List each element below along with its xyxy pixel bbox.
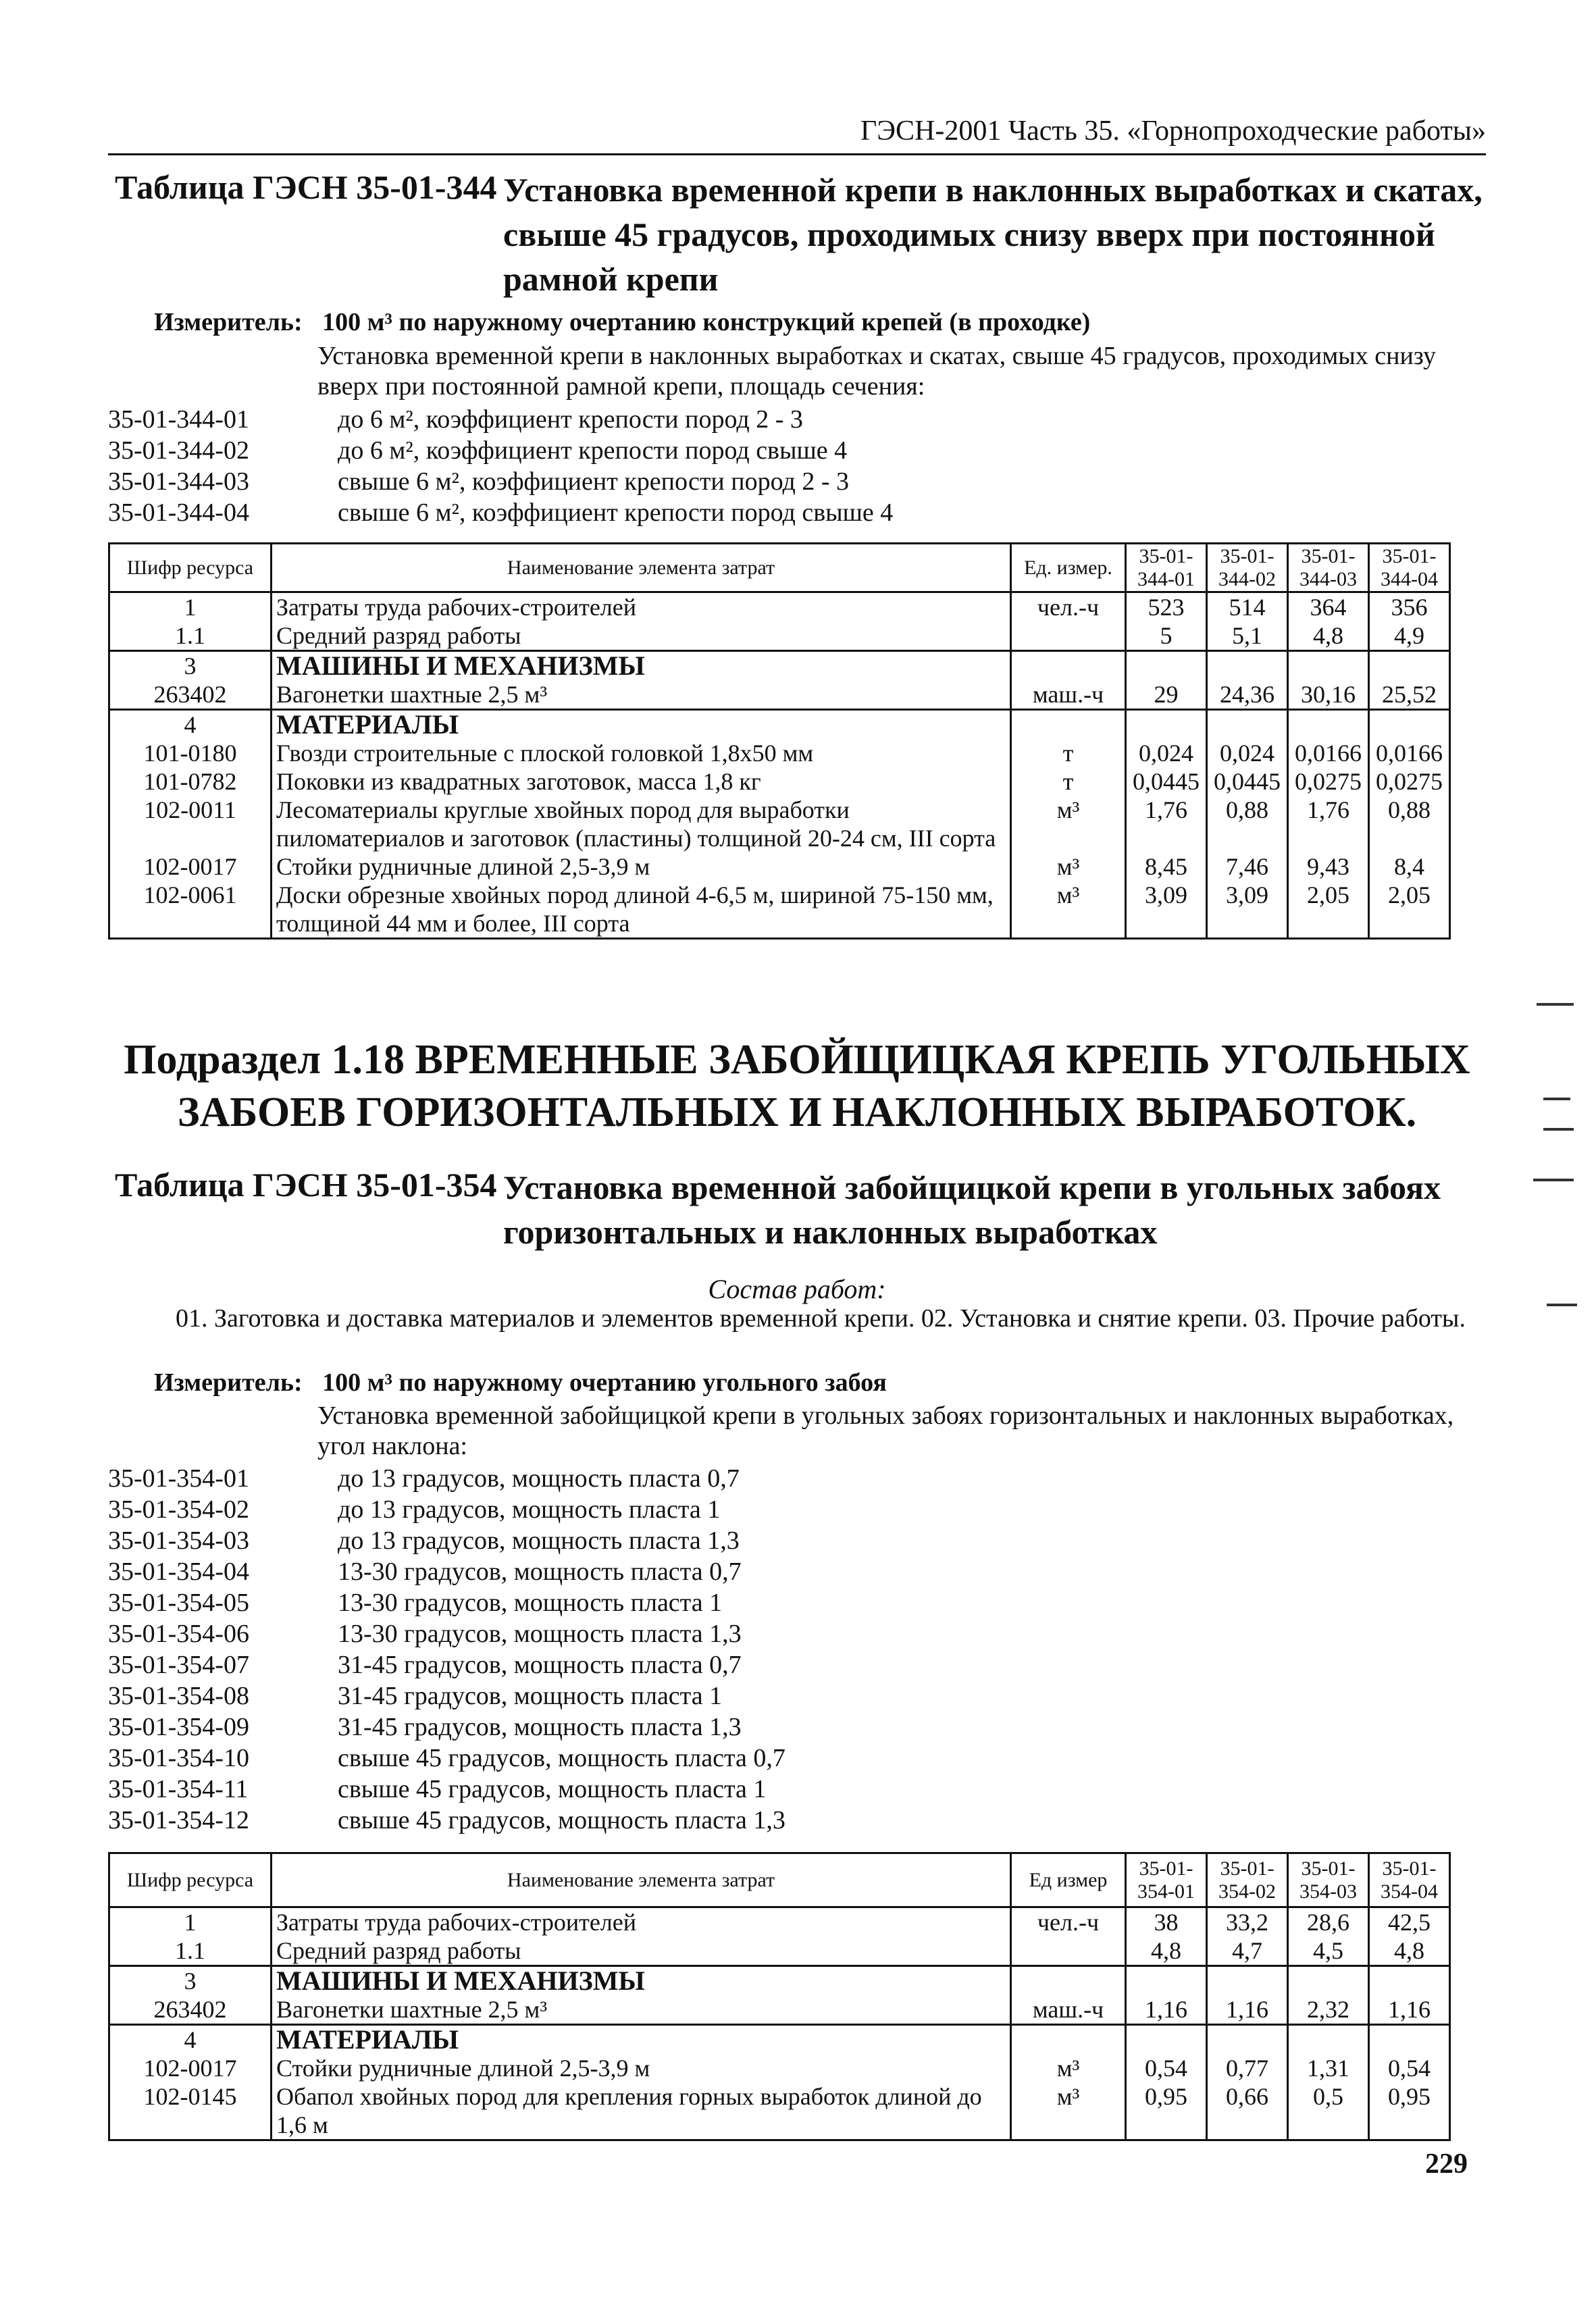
col-norm-header: 35-01-354-03 [1288,1853,1369,1907]
resource-code: 1 [109,1907,272,1937]
unit-cell: чел.-ч [1011,592,1126,622]
resource-code: 102-0061 [109,881,272,939]
table-row [109,852,1450,881]
resource-code: 4 [109,2025,272,2055]
unit-cell [1011,710,1126,740]
norm-description: 31-45 градусов, мощность пласта 0,7 [338,1651,742,1679]
code-list-item [108,1463,1486,1494]
meter-label: Измеритель: [154,1368,303,1397]
resource-code: 102-0017 [109,852,272,881]
norm-description: свыше 6 м², коэффициент крепости пород 2 - 3 [338,467,849,496]
norm-value: 514 [1207,592,1288,622]
cost-element-name: Вагонетки шахтные 2,5 м³ [272,1995,1011,2025]
resource-code: 101-0180 [109,739,272,767]
norm-code: 35-01-354-01 [108,1464,249,1493]
cost-element-name: Вагонетки шахтные 2,5 м³ [272,680,1011,710]
norm-value [1126,2025,1207,2055]
table1-code-list [108,404,1486,528]
header-rule [108,153,1486,155]
norm-value: 0,77 [1207,2054,1288,2082]
scan-artifact [1543,1128,1574,1131]
cost-element-name: МАТЕРИАЛЫ [272,2025,1011,2055]
meter-label: Измеритель: [154,308,303,336]
unit-cell [1011,651,1126,681]
norm-code: 35-01-354-05 [108,1589,249,1617]
norm-value: 3,09 [1126,881,1207,939]
norm-value: 1,76 [1288,796,1369,852]
norm-code: 35-01-344-03 [108,467,249,496]
unit-cell [1011,1936,1126,1966]
norm-description: до 13 градусов, мощность пласта 0,7 [338,1464,740,1493]
table2-title: Установка временной забойщицкой крепи в угольных забоях горизонтальных и наклонных выработках [503,1168,1441,1251]
unit-cell: маш.-ч [1011,680,1126,710]
unit-cell: м³ [1011,852,1126,881]
cost-element-name: МАШИНЫ И МЕХАНИЗМЫ [272,1966,1011,1996]
norm-value [1288,651,1369,681]
norm-code: 35-01-354-07 [108,1651,249,1679]
code-list-item [108,1743,1486,1774]
unit-cell: м³ [1011,881,1126,939]
table-row [109,1966,1450,1996]
table-row [109,1995,1450,2025]
table1-intro: Установка временной крепи в наклонных выработках и скатах, свыше 45 градусов, проходимых снизу вверх при постоянной рамной крепи, площадь сечения: [317,342,1437,401]
norm-value: 8,45 [1126,852,1207,881]
norm-value: 356 [1369,592,1450,622]
col-norm-header: 35-01-344-03 [1288,544,1369,592]
table-row [109,739,1450,767]
cost-element-name: Стойки рудничные длиной 2,5-3,9 м [272,852,1011,881]
norm-value: 9,43 [1288,852,1369,881]
col-code-header: Шифр ресурса [109,544,272,592]
cost-element-name: Гвозди строительные с плоской головкой 1,8х50 мм [272,739,1011,767]
norm-value: 33,2 [1207,1907,1288,1937]
norm-value: 0,54 [1126,2054,1207,2082]
running-header: ГЭСН-2001 Часть 35. «Горнопроходческие работы» [860,115,1486,147]
code-list-item [108,435,1486,466]
norm-description: 31-45 градусов, мощность пласта 1 [338,1682,723,1710]
norm-value [1207,2025,1288,2055]
code-list-item [108,497,1486,528]
resource-code: 102-0145 [109,2082,272,2140]
norm-description: 13-30 градусов, мощность пласта 1 [338,1589,723,1617]
norm-value [1369,710,1450,740]
table-row [109,2054,1450,2082]
code-list-item [108,404,1486,435]
code-list-item [108,1680,1486,1712]
cost-element-name: Обапол хвойных пород для крепления горных выработок длиной до 1,6 м [272,2082,1011,2140]
norm-value: 7,46 [1207,852,1288,881]
norm-description: 31-45 градусов, мощность пласта 1,3 [338,1713,742,1741]
scan-artifact [1533,1179,1574,1181]
col-name-header: Наименование элемента затрат [272,544,1011,592]
norm-value: 25,52 [1369,680,1450,710]
norm-value: 0,0275 [1288,767,1369,796]
norm-value: 0,0445 [1207,767,1288,796]
norm-value: 42,5 [1369,1907,1450,1937]
norm-value: 0,88 [1207,796,1288,852]
norm-value: 30,16 [1288,680,1369,710]
table2-norms [108,1852,1451,2141]
norm-value: 0,024 [1126,739,1207,767]
table2-prefix: Таблица ГЭСН 35-01-354 [115,1166,497,1204]
norm-description: до 13 градусов, мощность пласта 1 [338,1495,721,1524]
col-name-header: Наименование элемента затрат [272,1853,1011,1907]
norm-code: 35-01-354-09 [108,1713,249,1741]
resource-code: 101-0782 [109,767,272,796]
table2-intro: Установка временной забойщицкой крепи в угольных забоях горизонтальных и наклонных выработках, угол наклона: [317,1402,1454,1460]
norm-description: свыше 45 градусов, мощность пласта 0,7 [338,1744,786,1772]
cost-element-name: Затраты труда рабочих-строителей [272,592,1011,622]
resource-code: 4 [109,710,272,740]
table1-meter [154,307,1090,337]
norm-value: 0,88 [1369,796,1450,852]
norm-value: 2,32 [1288,1995,1369,2025]
norm-value [1369,2025,1450,2055]
norm-value: 1,16 [1126,1995,1207,2025]
col-unit-header: Ед. измер. [1011,544,1126,592]
norm-value: 4,8 [1369,1936,1450,1966]
norm-value: 2,05 [1369,881,1450,939]
scan-artifact [1537,1003,1574,1006]
table-row [109,796,1450,852]
norm-code: 35-01-354-04 [108,1558,249,1586]
norm-code: 35-01-354-10 [108,1744,249,1772]
col-norm-header: 35-01-354-04 [1369,1853,1450,1907]
col-norm-header: 35-01-344-01 [1126,544,1207,592]
table-row [109,767,1450,796]
cost-element-name: Поковки из квадратных заготовок, масса 1,8 кг [272,767,1011,796]
norm-description: 13-30 градусов, мощность пласта 1,3 [338,1620,742,1648]
norm-description: до 13 градусов, мощность пласта 1,3 [338,1526,740,1555]
norm-value [1207,710,1288,740]
table-row [109,621,1450,651]
cost-element-name: Затраты труда рабочих-строителей [272,1907,1011,1937]
norm-value: 5,1 [1207,621,1288,651]
norm-value: 8,4 [1369,852,1450,881]
unit-cell: м³ [1011,2054,1126,2082]
code-list-item [108,1774,1486,1805]
table-row [109,651,1450,681]
resource-code: 263402 [109,680,272,710]
norm-description: 13-30 градусов, мощность пласта 0,7 [338,1558,742,1586]
scan-artifact [1547,1304,1577,1306]
norm-value: 0,0166 [1288,739,1369,767]
table2-meter [154,1368,887,1397]
unit-cell [1011,2025,1126,2055]
cost-element-name: Лесоматериалы круглые хвойных пород для выработки пиломатериалов и заготовок (пластины) толщиной 20-24 см, III сорта [272,796,1011,852]
norm-value: 0,66 [1207,2082,1288,2140]
table-row [109,592,1450,622]
page-number: 229 [1425,2149,1468,2180]
unit-cell: м³ [1011,796,1126,852]
cost-element-name: Доски обрезные хвойных пород длиной 4-6,5 м, шириной 75-150 мм, толщиной 44 мм и более, III сорта [272,881,1011,939]
col-norm-header: 35-01-354-02 [1207,1853,1288,1907]
norm-value [1126,651,1207,681]
norm-value: 38 [1126,1907,1207,1937]
norm-code: 35-01-344-01 [108,405,249,434]
norm-value: 3,09 [1207,881,1288,939]
resource-code: 1.1 [109,1936,272,1966]
table-row [109,1907,1450,1937]
norm-value: 523 [1126,592,1207,622]
table-row [109,1936,1450,1966]
work-composition-text: 01. Заготовка и доставка материалов и элементов временной крепи. 02. Установка и снятие крепи. 03. Прочие работы. [176,1304,1466,1333]
norm-description: до 6 м², коэффициент крепости пород 2 - 3 [338,405,803,434]
norm-description: свыше 6 м², коэффициент крепости пород свыше 4 [338,498,894,527]
meter-value: 100 м³ по наружному очертанию конструкций крепей (в проходке) [322,308,1091,336]
norm-value: 29 [1126,680,1207,710]
norm-description: свыше 45 градусов, мощность пласта 1 [338,1775,767,1803]
resource-code: 1 [109,592,272,622]
norm-description: до 6 м², коэффициент крепости пород свыше 4 [338,436,848,465]
resource-code: 263402 [109,1995,272,2025]
norm-code: 35-01-354-08 [108,1682,249,1710]
table-row [109,2082,1450,2140]
subsection-title: Подраздел 1.18 ВРЕМЕННЫЕ ЗАБОЙЩИЦКАЯ КРЕПЬ УГОЛЬНЫХ ЗАБОЕВ ГОРИЗОНТАЛЬНЫХ И НАКЛОННЫХ ВЫРАБОТОК. [124,1037,1470,1135]
norm-value [1369,651,1450,681]
unit-cell: чел.-ч [1011,1907,1126,1937]
norm-value [1126,1966,1207,1996]
norm-value [1207,651,1288,681]
code-list-item [108,466,1486,497]
norm-value: 1,76 [1126,796,1207,852]
col-norm-header: 35-01-354-01 [1126,1853,1207,1907]
table-row [109,710,1450,740]
norm-value: 5 [1126,621,1207,651]
code-list-item [108,1525,1486,1556]
col-unit-header: Ед измер [1011,1853,1126,1907]
unit-cell [1011,621,1126,651]
norm-value: 0,0166 [1369,739,1450,767]
unit-cell: маш.-ч [1011,1995,1126,2025]
norm-value: 4,8 [1288,621,1369,651]
table-row [109,2025,1450,2055]
code-list-item [108,1556,1486,1587]
norm-value: 364 [1288,592,1369,622]
code-list-item [108,1587,1486,1618]
resource-code: 1.1 [109,621,272,651]
meter-value: 100 м³ по наружному очертанию угольного забоя [322,1368,887,1397]
code-list-item [108,1494,1486,1525]
norm-code: 35-01-354-06 [108,1620,249,1648]
unit-cell: т [1011,739,1126,767]
norm-code: 35-01-354-03 [108,1526,249,1555]
norm-value: 0,95 [1126,2082,1207,2140]
norm-value: 1,16 [1369,1995,1450,2025]
norm-value: 0,5 [1288,2082,1369,2140]
norm-value: 4,7 [1207,1936,1288,1966]
norm-value [1288,2025,1369,2055]
resource-code: 3 [109,1966,272,1996]
col-code-header: Шифр ресурса [109,1853,272,1907]
norm-value [1126,710,1207,740]
norm-value: 1,31 [1288,2054,1369,2082]
norm-value: 4,5 [1288,1936,1369,1966]
table-row [109,881,1450,939]
scan-artifact [1543,1098,1570,1100]
norm-value: 0,024 [1207,739,1288,767]
norm-value: 0,95 [1369,2082,1450,2140]
norm-value: 2,05 [1288,881,1369,939]
cost-element-name: Средний разряд работы [272,621,1011,651]
norm-value [1288,710,1369,740]
norm-value: 4,8 [1126,1936,1207,1966]
resource-code: 3 [109,651,272,681]
norm-value [1369,1966,1450,1996]
norm-code: 35-01-354-11 [108,1775,249,1803]
resource-code: 102-0017 [109,2054,272,2082]
norm-value: 28,6 [1288,1907,1369,1937]
norm-value [1207,1966,1288,1996]
norm-code: 35-01-354-12 [108,1806,249,1834]
cost-element-name: Стойки рудничные длиной 2,5-3,9 м [272,2054,1011,2082]
norm-value: 24,36 [1207,680,1288,710]
table-row [109,680,1450,710]
table1-title: Установка временной крепи в наклонных выработках и скатах, свыше 45 градусов, проходимых снизу вверх при постоянной рамной крепи [503,171,1483,298]
col-norm-header: 35-01-344-02 [1207,544,1288,592]
norm-value: 4,9 [1369,621,1450,651]
table2-code-list [108,1463,1486,1836]
code-list-item [108,1618,1486,1649]
code-list-item [108,1805,1486,1836]
code-list-item [108,1649,1486,1680]
resource-code: 102-0011 [109,796,272,852]
code-list-item [108,1712,1486,1743]
cost-element-name: МАТЕРИАЛЫ [272,710,1011,740]
norm-value: 0,0445 [1126,767,1207,796]
norm-code: 35-01-344-04 [108,498,249,527]
norm-value: 0,54 [1369,2054,1450,2082]
table1-norms [108,542,1451,940]
norm-code: 35-01-354-02 [108,1495,249,1524]
unit-cell: т [1011,767,1126,796]
cost-element-name: МАШИНЫ И МЕХАНИЗМЫ [272,651,1011,681]
norm-description: свыше 45 градусов, мощность пласта 1,3 [338,1806,786,1834]
work-composition-label: Состав работ: [708,1274,886,1304]
unit-cell [1011,1966,1126,1996]
norm-code: 35-01-344-02 [108,436,249,465]
norm-value: 0,0275 [1369,767,1450,796]
unit-cell: м³ [1011,2082,1126,2140]
norm-value: 1,16 [1207,1995,1288,2025]
col-norm-header: 35-01-344-04 [1369,544,1450,592]
cost-element-name: Средний разряд работы [272,1936,1011,1966]
table1-prefix: Таблица ГЭСН 35-01-344 [115,168,497,206]
norm-value [1288,1966,1369,1996]
